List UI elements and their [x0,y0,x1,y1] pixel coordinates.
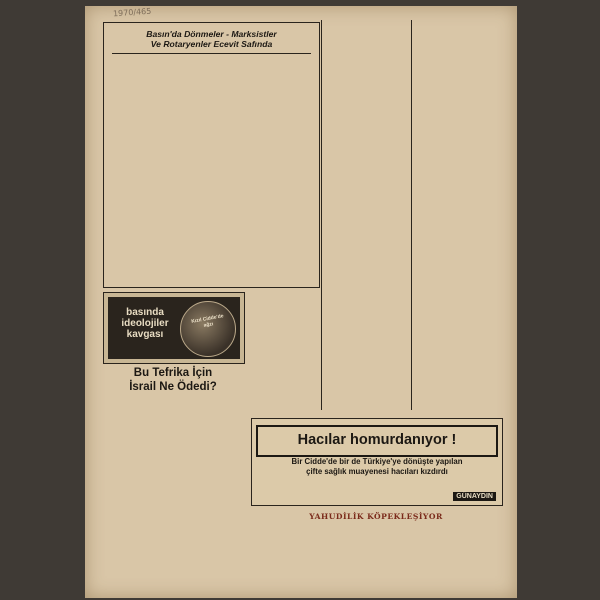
ideoloji-line3: kavgası [126,329,164,340]
handwritten-note: 1970/465 [112,6,152,19]
lead-headline-line2: Ve Rotaryenler Ecevit Safında [150,39,273,49]
tefrika-headline [103,366,243,394]
lead-article-box [103,22,320,288]
article-text-col3 [325,18,409,410]
tefrika-text-col2 [175,400,243,596]
hacilar-sub-line2: çifte sağlık muayenesi hacıları kızdırdı [306,467,448,476]
ideoloji-banner-inner [108,297,240,359]
lead-article-text-col2 [214,59,312,281]
ideoloji-seal [180,301,236,357]
seal-text: Kızıl Cidde'de ağzı [190,313,225,329]
ideoloji-banner-title [116,307,174,340]
ideoloji-banner [103,292,245,364]
tefrika-text-col1 [103,400,169,596]
gunaydin-logo: GÜNAYDIN [453,492,496,501]
hacilar-clipping [251,418,503,506]
lead-headline [104,29,319,49]
article-text-middle [251,294,317,412]
hacilar-text [258,481,426,501]
lead-article-text-col1 [110,59,208,281]
ideoloji-line1: basında [126,307,164,318]
article-text-col4 [415,18,503,410]
hacilar-headline: Hacılar homurdanıyor ! [256,425,498,457]
column-divider [321,20,322,410]
column-divider [411,20,412,410]
ideoloji-line2: ideolojiler [121,318,169,329]
yahudilik-headline: YAHUDİLİK KÖPEKLEŞİYOR [309,512,443,521]
tefrika-headline-line2: İsrail Ne Ödedi? [129,381,217,393]
hacilar-subheadline [258,457,496,477]
headline-rule [112,53,311,54]
lead-headline-line1: Basın'da Dönmeler - Marksistler [146,29,277,39]
newspaper-page [85,6,517,598]
tefrika-headline-line1: Bu Tefrika İçin [133,367,213,379]
hacilar-sub-line1: Bir Cidde'de bir de Türkiye'ye dönüşte yapılan [291,457,463,466]
yahudilik-text [251,524,501,586]
